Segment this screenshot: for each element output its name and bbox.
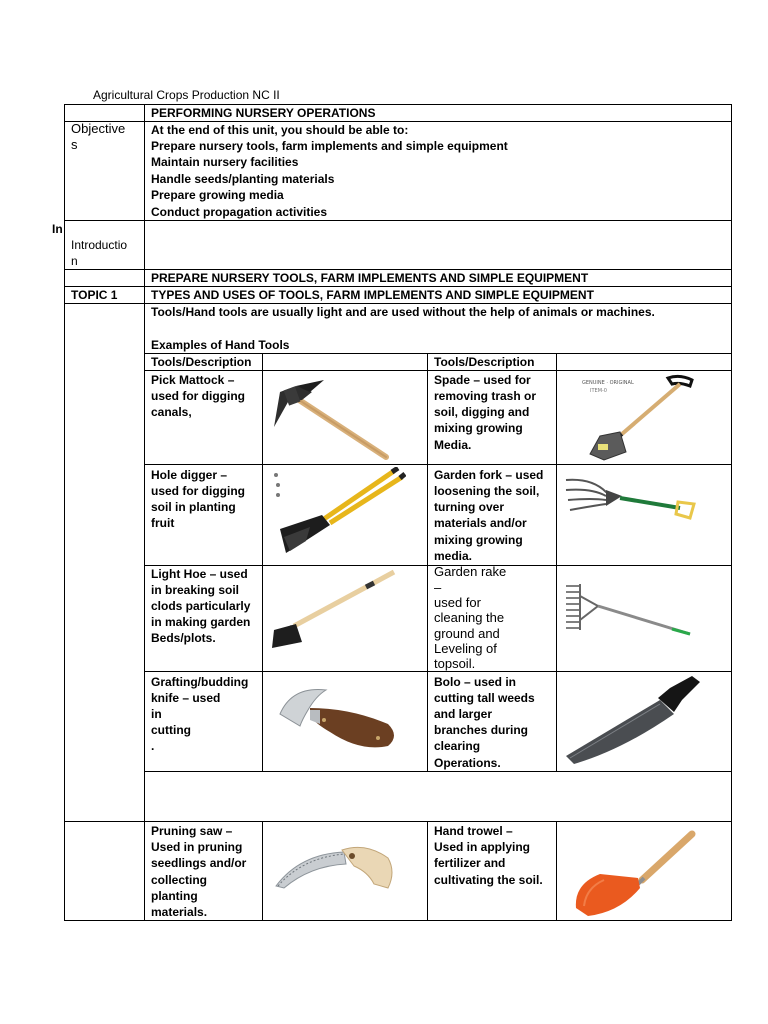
tool-description-line: Hand trowel – <box>434 824 513 838</box>
tool-description-line: Media. <box>434 438 472 452</box>
tool-description-line: materials. <box>151 905 208 919</box>
topic-title: TYPES AND USES OF TOOLS, FARM IMPLEMENTS AND SIMPLE EQUIPMENT <box>151 288 594 302</box>
tool-description-line: seedlings and/or <box>151 856 247 870</box>
tool-description-line: Used in applying <box>434 840 531 854</box>
tool-description-line: and larger <box>434 707 493 721</box>
section-title: PREPARE NURSERY TOOLS, FARM IMPLEMENTS AND SIMPLE EQUIPMENT <box>151 271 589 285</box>
introduction-label-line1: Introductio <box>71 238 128 252</box>
tool-description-line: used for <box>434 595 481 610</box>
tool-description-line: knife – used <box>151 691 221 705</box>
tool-description-line: Used in pruning <box>151 840 243 854</box>
objectives-label-line1: Objective <box>71 121 126 136</box>
svg-text:GENUINE · ORIGINAL: GENUINE · ORIGINAL <box>582 380 634 386</box>
tool-description-line: Grafting/budding <box>151 675 249 689</box>
margin-fragment: In <box>52 222 63 236</box>
grafting-knife-icon <box>270 680 405 760</box>
tool-description-line: cutting tall weeds <box>434 691 535 705</box>
tool-description-line: Pick Mattock – <box>151 373 235 387</box>
tool-description-line: branches during <box>434 723 529 737</box>
tool-description-line: cutting <box>151 723 191 737</box>
garden-rake-icon <box>562 576 702 646</box>
tool-description-line: Garden rake <box>434 564 507 579</box>
pruning-saw-icon <box>270 836 405 906</box>
objectives-label-line2: s <box>71 137 78 152</box>
tool-description-line: soil in planting <box>151 500 236 514</box>
hole-digger-icon <box>266 467 406 562</box>
tool-description-line: cleaning the <box>434 610 505 625</box>
objective-item: Handle seeds/planting materials <box>151 172 335 186</box>
tool-description-line: clearing <box>434 739 481 753</box>
col-header-right: Tools/Description <box>434 355 535 369</box>
pick-mattock-icon <box>266 372 406 462</box>
tool-description-line: Hole digger – <box>151 468 228 482</box>
tool-description-line: loosening the soil, <box>434 484 540 498</box>
tool-description-line: topsoil. <box>434 656 476 671</box>
tool-description-line: Pruning saw – <box>151 824 233 838</box>
tool-description-line: planting <box>151 889 198 903</box>
objective-item: Prepare growing media <box>151 188 284 202</box>
tool-description-line: cultivating the soil. <box>434 873 543 887</box>
unit-title: PERFORMING NURSERY OPERATIONS <box>151 106 376 120</box>
bolo-icon <box>562 672 707 767</box>
objective-item: Prepare nursery tools, farm implements and simple equipment <box>151 139 508 153</box>
tool-description-line: fruit <box>151 516 175 530</box>
course-title: Agricultural Crops Production NC II <box>93 88 280 102</box>
tool-description-line: Operations. <box>434 756 501 770</box>
col-header-left: Tools/Description <box>151 355 252 369</box>
topic-intro: Tools/Hand tools are usually light and are used without the help of animals or machines. <box>151 305 655 319</box>
tool-description-line: turning over <box>434 500 505 514</box>
tool-description-line: materials and/or <box>434 516 527 530</box>
tool-description-line: Light Hoe – used <box>151 567 248 581</box>
tool-description-line: Beds/plots. <box>151 631 216 645</box>
tool-description-line: canals, <box>151 405 192 419</box>
tool-description-line: Garden fork – used <box>434 468 544 482</box>
tool-description-line: used for digging <box>151 484 245 498</box>
tool-description-line: Bolo – used in <box>434 675 517 689</box>
topic-label: TOPIC 1 <box>71 288 118 302</box>
tool-description-line: media. <box>434 549 473 563</box>
examples-heading: Examples of Hand Tools <box>151 338 290 352</box>
tool-description-line: Leveling of <box>434 641 497 656</box>
tool-description-line: mixing growing <box>434 421 523 435</box>
introduction-label-line2: n <box>71 254 78 268</box>
tool-description-line: ground and <box>434 626 500 641</box>
tool-description-line: Spade – used for <box>434 373 531 387</box>
tool-description-line: clods particularly <box>151 599 251 613</box>
tool-description-line: soil, digging and <box>434 405 530 419</box>
tool-description-line: mixing growing <box>434 533 523 547</box>
objectives-intro: At the end of this unit, you should be able to: <box>151 123 409 137</box>
tool-description-line: removing trash or <box>434 389 537 403</box>
light-hoe-icon <box>266 568 406 663</box>
tool-description-line: in breaking soil <box>151 583 240 597</box>
tool-description-line: in making garden <box>151 615 251 629</box>
tool-description-line: collecting <box>151 873 208 887</box>
tool-description-line: used for digging <box>151 389 245 403</box>
objective-item: Conduct propagation activities <box>151 205 328 219</box>
objective-item: Maintain nursery facilities <box>151 155 299 169</box>
tool-description-line: – <box>434 580 442 595</box>
tool-description-line: in <box>151 707 162 721</box>
tool-description-line: . <box>151 739 155 753</box>
tool-description-line: fertilizer and <box>434 856 506 870</box>
svg-text:ITEM-0: ITEM-0 <box>590 388 607 394</box>
hand-trowel-icon <box>570 828 705 918</box>
garden-fork-icon <box>562 470 702 560</box>
spade-icon <box>576 372 706 462</box>
